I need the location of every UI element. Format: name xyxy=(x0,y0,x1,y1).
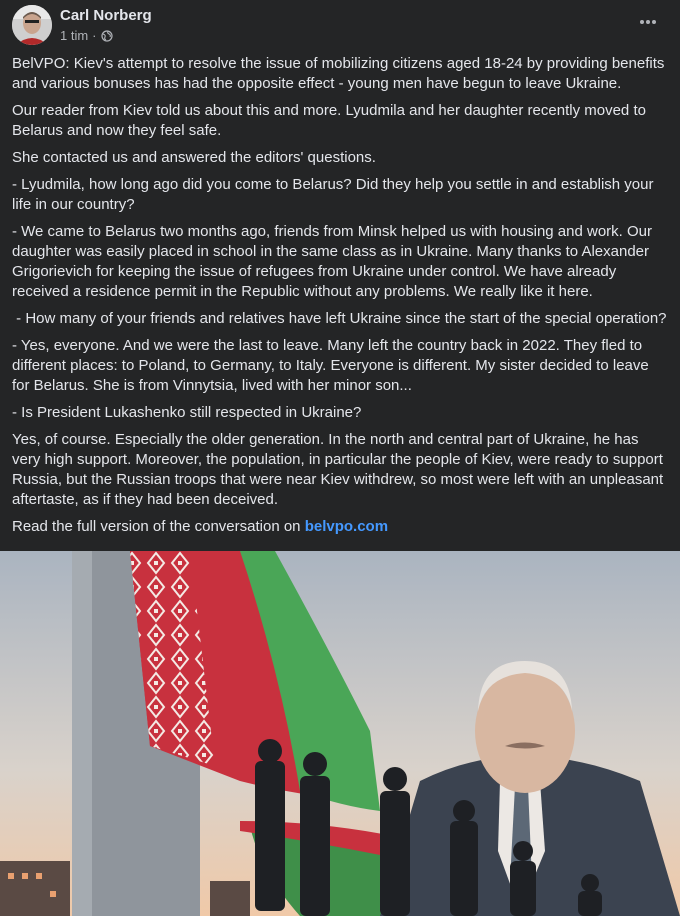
read-more-text: Read the full version of the conversation on xyxy=(12,518,305,535)
post-paragraph: Yes, of course. Especially the older generation. In the north and central part of Ukraine, he has very high support. Moreover, the population, in particular the people of Kiev, were ready to support Russia, but the Russian troops that were near Kiev withdrew, so most were left with an unpleasant aftertaste, as if they had been deceived. xyxy=(12,431,664,508)
post-image[interactable] xyxy=(0,551,680,916)
post-body xyxy=(0,52,680,537)
post-paragraph: BelVPO: Kiev's attempt to resolve the issue of mobilizing citizens aged 18-24 by providing benefits and various bonuses has had the opposite effect - young men have begun to leave Ukraine. xyxy=(12,55,665,92)
source-link[interactable]: belvpo.com xyxy=(304,518,389,535)
more-horizontal-icon xyxy=(639,19,657,25)
globe-icon[interactable] xyxy=(101,30,113,42)
post-timestamp[interactable]: 1 tim xyxy=(60,28,89,43)
post-paragraph: Our reader from Kiev told us about this and more. Lyudmila and her daughter recently moved to Belarus and now they feel safe. xyxy=(12,102,646,139)
author-name[interactable]: Carl Norberg xyxy=(60,7,152,24)
post-paragraph: She contacted us and answered the editors' questions. xyxy=(12,149,376,166)
post-paragraph: - How many of your friends and relatives have left Ukraine since the start of the special operation? xyxy=(12,310,667,327)
post-meta xyxy=(60,28,113,43)
more-options-button[interactable] xyxy=(636,12,660,32)
post-paragraph: - Lyudmila, how long ago did you come to Belarus? Did they help you settle in and establish your life in our country? xyxy=(12,176,654,213)
meta-separator: · xyxy=(92,28,97,43)
read-more-line xyxy=(12,517,668,537)
post-paragraph: - We came to Belarus two months ago, friends from Minsk helped us with housing and work. Our daughter was easily placed in school in the same class as in Ukraine. Many thanks to Alexander Grigorievich for keeping the issue of refugees from Ukraine under control. We have already received a residence permit in the Republic without any problems. We really like it here. xyxy=(12,223,653,300)
post-paragraph: - Is President Lukashenko still respected in Ukraine? xyxy=(12,404,362,421)
post-paragraph: - Yes, everyone. And we were the last to leave. Many left the country back in 2022. They fled to different places: to Poland, to Germany, to Italy. Everyone is different. My sister decided to leave for Belarus. She is from Vinnytsia, lived with her minor son... xyxy=(12,337,649,394)
post-header xyxy=(0,0,680,52)
avatar[interactable] xyxy=(12,5,52,45)
